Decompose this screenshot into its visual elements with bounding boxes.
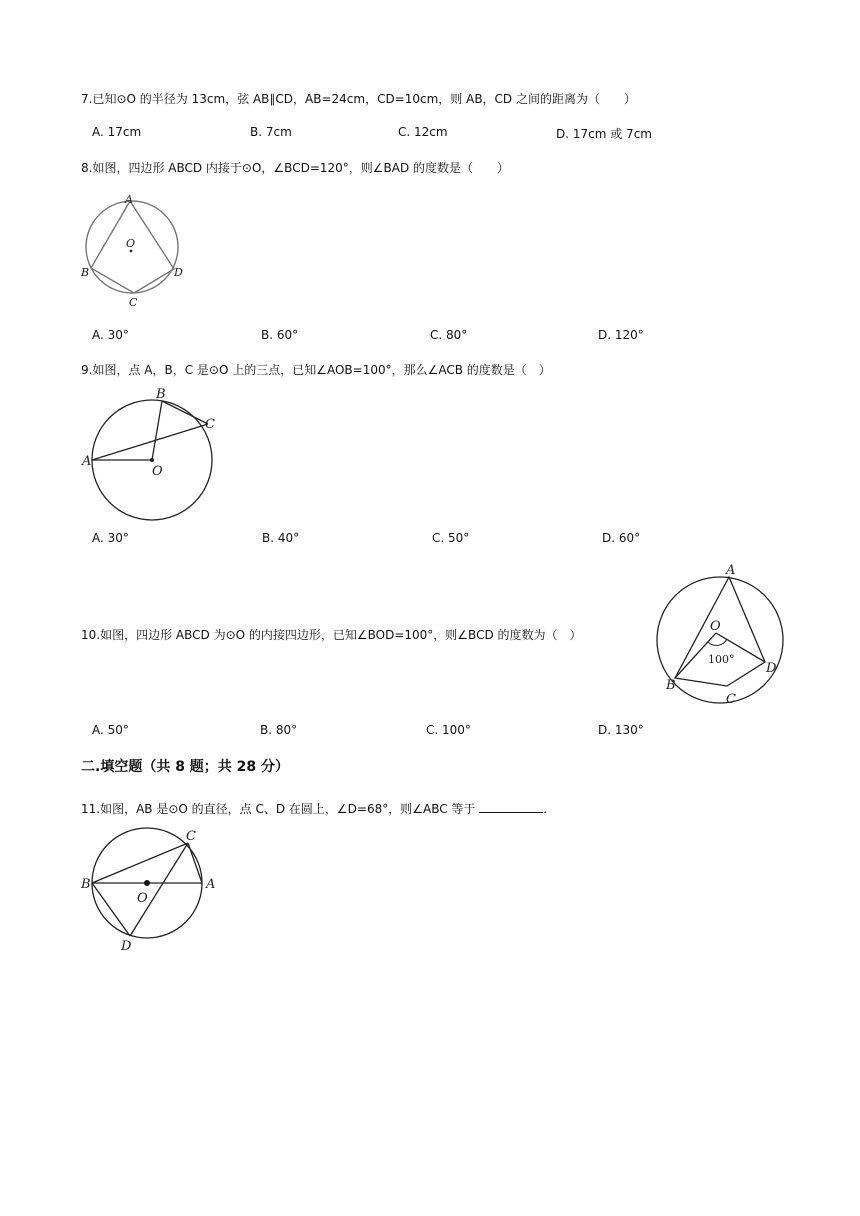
q10-option-d: D. 130° bbox=[598, 723, 644, 737]
question-7-stem: 7.已知⊙O 的半径为 13cm，弦 AB∥CD，AB=24cm，CD=10cm，则 AB，CD 之间的距离为（ ） bbox=[81, 92, 636, 106]
q11-stem-text: 11.如图，AB 是⊙O 的直径，点 C、D 在圆上，∠D=68°，则∠ABC 等于 bbox=[81, 802, 476, 816]
q11-segment-dc bbox=[130, 843, 188, 936]
q8-option-b: B. 60° bbox=[261, 328, 299, 342]
q9-segment-ac bbox=[92, 424, 208, 460]
q9-segment-bc bbox=[162, 401, 208, 424]
question-11-stem bbox=[81, 800, 547, 817]
q10-option-a: A. 50° bbox=[92, 723, 129, 737]
q11-label-a: A bbox=[206, 877, 216, 892]
q9-figure bbox=[78, 385, 228, 525]
q8-label-d: D bbox=[174, 266, 183, 279]
q10-figure bbox=[650, 558, 790, 710]
q11-segment-ca bbox=[188, 843, 202, 883]
q10-label-d: D bbox=[766, 661, 777, 676]
q11-label-d: D bbox=[121, 939, 132, 954]
q9-label-c: C bbox=[205, 417, 215, 432]
q10-angle-arc bbox=[708, 639, 727, 645]
q8-center-dot bbox=[130, 250, 133, 253]
q7-option-a: A. 17cm bbox=[92, 125, 142, 139]
q9-label-b: B bbox=[156, 387, 166, 402]
q10-label-o: O bbox=[710, 619, 721, 634]
q9-option-c: C. 50° bbox=[432, 531, 470, 545]
q9-label-o: O bbox=[152, 464, 163, 479]
question-8-stem: 8.如图，四边形 ABCD 内接于⊙O，∠BCD=120°，则∠BAD 的度数是（ ） bbox=[81, 161, 510, 175]
q9-option-d: D. 60° bbox=[602, 531, 641, 545]
q10-option-c: C. 100° bbox=[426, 723, 471, 737]
q10-label-a: A bbox=[726, 563, 736, 578]
q9-option-a: A. 30° bbox=[92, 531, 129, 545]
q9-segment-ob bbox=[152, 401, 162, 460]
q11-center-dot bbox=[144, 880, 150, 886]
q8-figure bbox=[78, 190, 198, 310]
q8-option-a: A. 30° bbox=[92, 328, 129, 342]
q8-label-a: A bbox=[125, 193, 133, 206]
q8-option-d: D. 120° bbox=[598, 328, 644, 342]
q10-label-b: B bbox=[666, 678, 676, 693]
q7-option-b: B. 7cm bbox=[250, 125, 292, 139]
q9-option-b: B. 40° bbox=[262, 531, 300, 545]
q9-center-dot bbox=[150, 458, 154, 462]
q8-label-c: C bbox=[129, 296, 138, 309]
q7-option-c: C. 12cm bbox=[398, 125, 448, 139]
q10-circle bbox=[657, 577, 783, 703]
q11-label-c: C bbox=[186, 829, 196, 844]
q8-label-o: O bbox=[126, 237, 136, 250]
q11-label-b: B bbox=[81, 877, 91, 892]
q11-figure bbox=[78, 826, 223, 954]
q11-segment-bd bbox=[92, 883, 130, 936]
q7-option-d: D. 17cm 或 7cm bbox=[556, 127, 652, 141]
section-2-heading: 二.填空题（共 8 题；共 28 分） bbox=[81, 759, 290, 775]
q11-answer-blank bbox=[479, 801, 543, 813]
q8-label-b: B bbox=[81, 266, 90, 279]
q10-angle-label: 100° bbox=[708, 653, 735, 666]
q11-label-o: O bbox=[137, 891, 148, 906]
q11-segment-bc bbox=[92, 843, 188, 883]
q9-label-a: A bbox=[82, 454, 92, 469]
q11-stem-end: . bbox=[543, 802, 548, 816]
question-9-stem: 9.如图，点 A，B，C 是⊙O 上的三点，已知∠AOB=100°，那么∠ACB 的度数是（ ） bbox=[81, 363, 551, 377]
question-10-stem: 10.如图，四边形 ABCD 为⊙O 的内接四边形，已知∠BOD=100°，则∠BCD 的度数为（ ） bbox=[81, 628, 582, 642]
q10-label-c: C bbox=[726, 692, 736, 707]
q10-option-b: B. 80° bbox=[260, 723, 298, 737]
q8-option-c: C. 80° bbox=[430, 328, 468, 342]
